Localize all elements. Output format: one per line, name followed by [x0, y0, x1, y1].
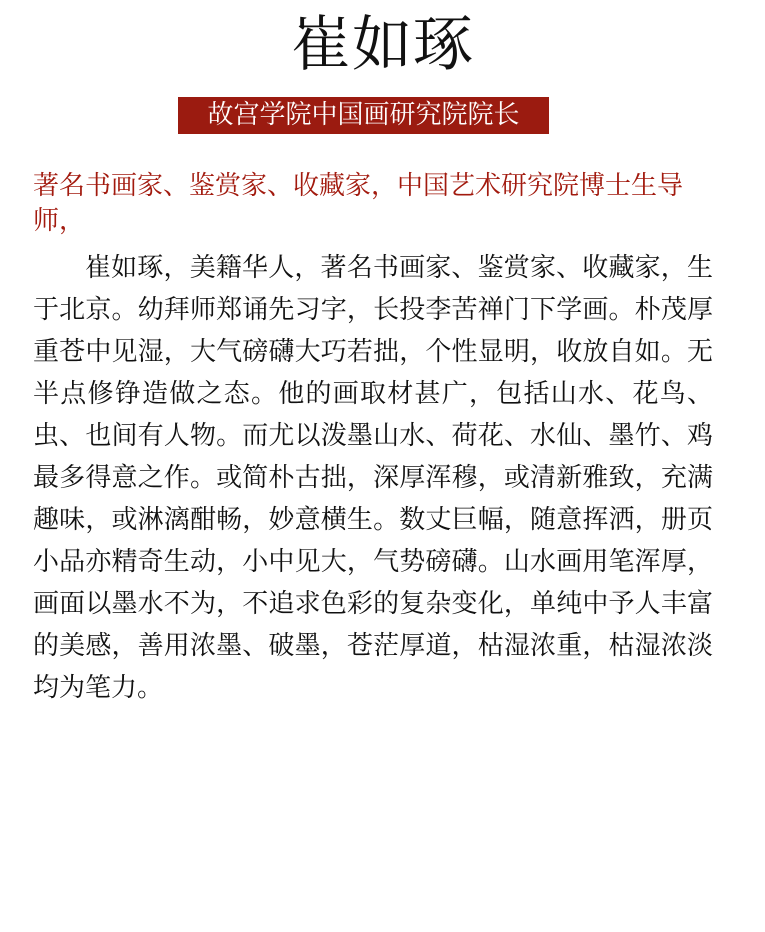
bio-paragraph: 崔如琢，美籍华人，著名书画家、鉴赏家、收藏家，生于北京。幼拜师郑诵先习字，长投李苦禅门下学画。朴茂厚重苍中见湿，大气磅礴大巧若拙，个性显明，收放自如。无半点修铮造做之态。他的画取材甚广，包括山水、花鸟、虫、也间有人物。而尤以泼墨山水、荷花、水仙、墨竹、鸡最多得意之作。或简朴古拙，深厚浑穆，或清新雅致，充满趣味，或淋漓酣畅，妙意横生。数丈巨幅，随意挥洒，册页小品亦精奇生动，小中见大，气势磅礴。山水画用笔浑厚，画面以墨水不为，不追求色彩的复杂变化，单纯中予人丰富的美感，善用浓墨、破墨，苍茫厚道，枯湿浓重，枯湿浓淡均为笔力。 — [33, 253, 713, 703]
artist-name: 崔如琢 — [291, 10, 474, 80]
subtitle-text: 著名书画家、鉴赏家、收藏家，中国艺术研究院博士生导师， — [33, 171, 684, 236]
title-badge: 故宫学院中国画研究院院长 — [178, 97, 549, 134]
